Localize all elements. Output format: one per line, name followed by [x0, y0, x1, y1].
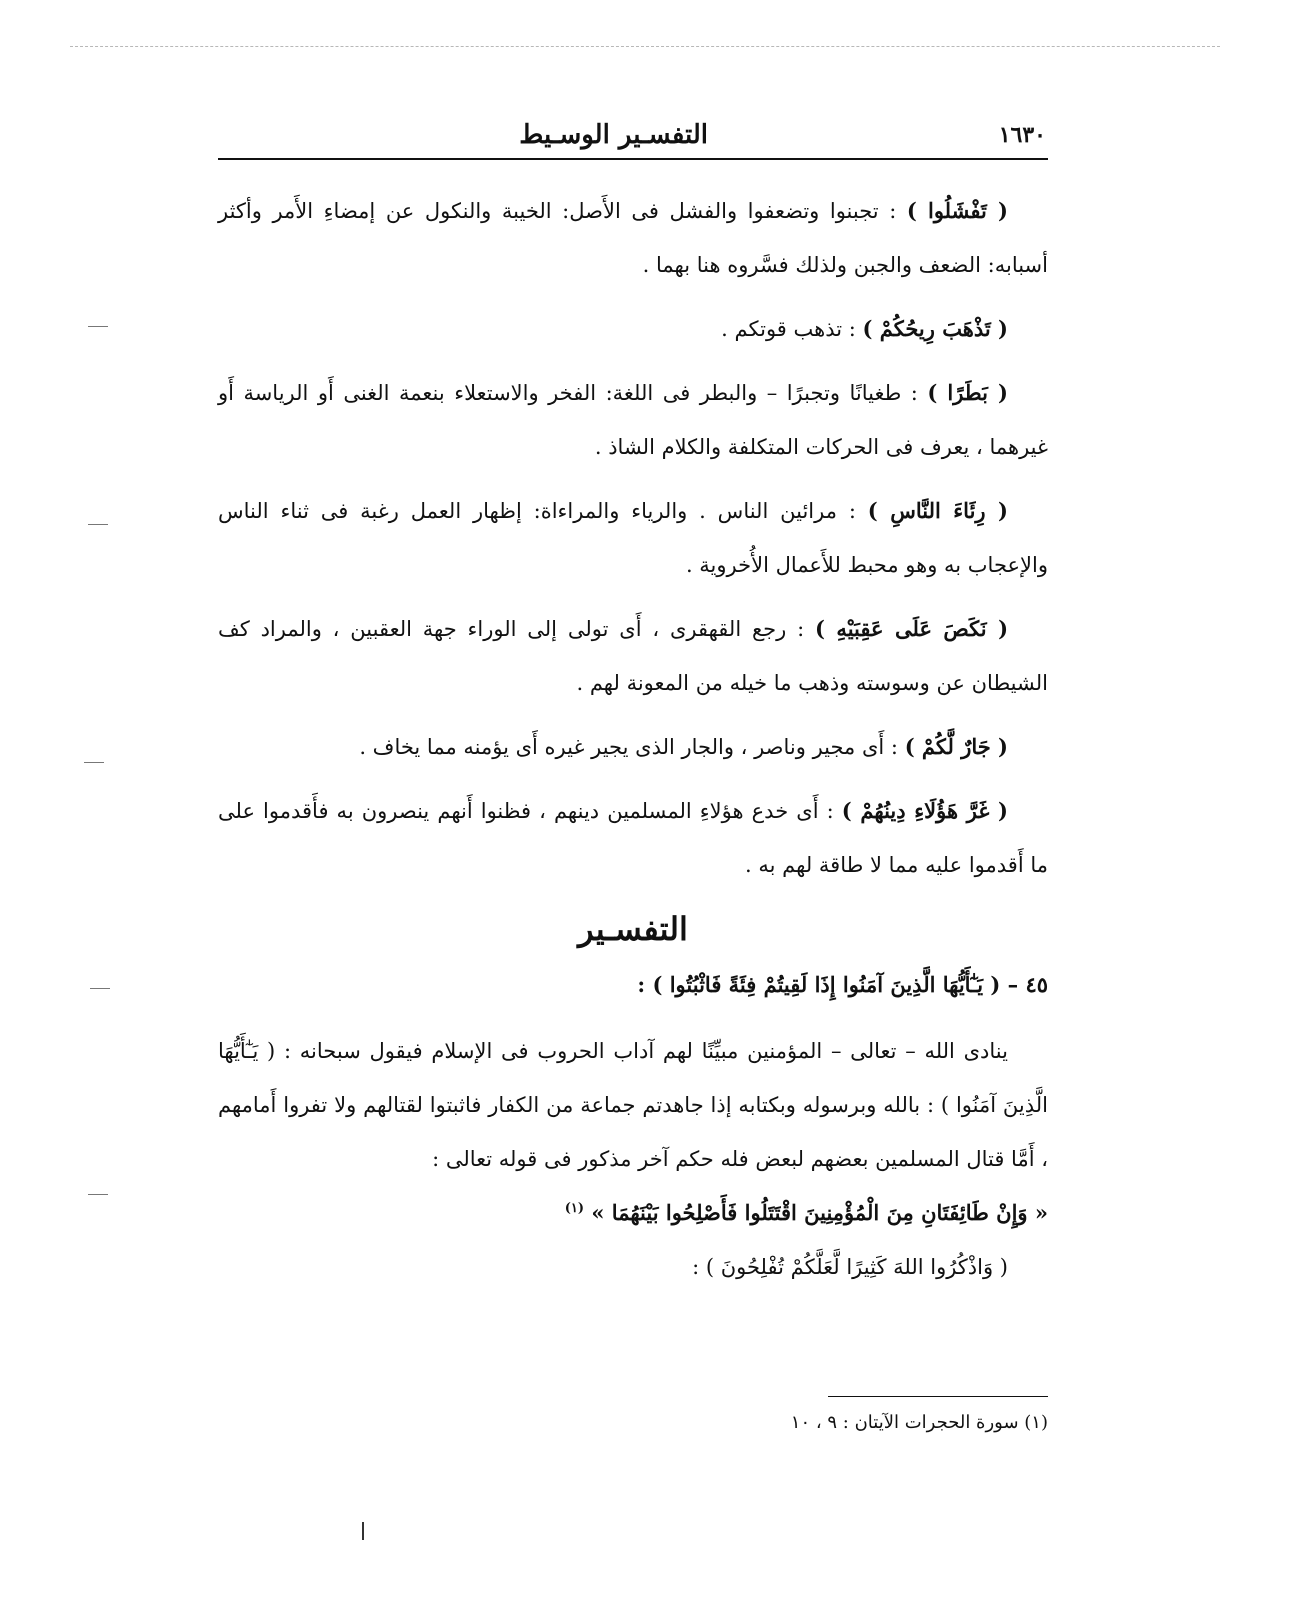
running-title: التفسـير الوسـيط: [519, 120, 708, 150]
footnote: (١) سورة الحجرات الآيتان : ٩ ، ١٠: [790, 1412, 1048, 1433]
gloss-entry: [218, 366, 1048, 474]
margin-mark: [88, 524, 108, 525]
scan-speck: [362, 1522, 364, 1540]
gloss-definition: : تجبنوا وتضعفوا والفشل فى الأَصل: الخيبة والنكول عن إمضاءِ الأَمر وأكثر أسبابه: الضعف والجبن ولذلك فسَّروه هنا بهما .: [218, 199, 1048, 277]
gloss-term: ( تَفْشَلُوا ): [906, 198, 1008, 223]
page-number: ١٦٣٠: [998, 122, 1046, 148]
verse-heading: [218, 958, 1048, 1012]
quran-quote: « وَإِنْ طَائِفَتَانِ مِنَ الْمُؤْمِنِينَ اقْتَتَلُوا فَأَصْلِحُوا بَيْنَهُمَا »: [591, 1200, 1048, 1225]
scan-edge-line: [70, 46, 1220, 47]
quran-quote-line: [218, 1186, 1048, 1240]
gloss-definition: : طغيانًا وتجبرًا – والبطر فى اللغة: الفخر والاستعلاء بنعمة الغنى أَو الرياسة أَو غيرهما ، يعرف فى الحركات المتكلفة والكلام الشاذ .: [218, 381, 1048, 459]
gloss-term: ( جَارٌ لَّكُمْ ): [904, 734, 1008, 759]
footnote-marker: (١): [564, 1201, 585, 1216]
gloss-entry: [218, 302, 1048, 356]
gloss-definition: : مرائين الناس . والرياء والمراءاة: إظهار العمل رغبة فى ثناء الناس والإعجاب به وهو محبط للأَعمال الأُخروية .: [218, 499, 1048, 577]
footnote-divider: [828, 1396, 1048, 1397]
commentary-paragraph: ينادى الله – تعالى – المؤمنين مبيِّنًا لهم آداب الحروب فى الإسلام فيقول سبحانه : ( يَـٰٓأَيُّهَا الَّذِينَ آمَنُوا ) : بالله وبرسوله وبكتابه إذا جاهدتم جماعة من الكفار فاثبتوا لقتالهم ولا تفروا أَمامهم ، أَمَّا قتال المسلمين بعضهم لبعض فله حكم آخر مذكور فى قوله تعالى :: [218, 1039, 1048, 1171]
page-header: [218, 118, 1048, 160]
gloss-term: ( نَكَصَ عَلَى عَقِبَيْهِ ): [815, 616, 1009, 641]
gloss-definition: : تذهب قوتكم .: [721, 317, 856, 341]
margin-mark: [88, 1194, 108, 1195]
gloss-term: ( غَرَّ هَؤُلَاءِ دِينُهُمْ ): [841, 798, 1008, 823]
margin-mark: [88, 326, 108, 327]
section-heading: التفسـير: [578, 910, 688, 948]
gloss-entry: [218, 784, 1048, 892]
gloss-definition: : رجع القهقرى ، أَى تولى إلى الوراء جهة العقبين ، والمراد كف الشيطان عن وسوسته وذهب ما خيله من المعونة لهم .: [218, 617, 1048, 695]
gloss-entry: [218, 602, 1048, 710]
verse-quote: ( يَـٰٓأَيُّهَا الَّذِينَ آمَنُوا إِذَا لَقِيتُمْ فِئَةً فَاثْبُتُوا ) :: [637, 972, 1001, 997]
gloss-term: ( بَطَرًا ): [927, 380, 1008, 405]
gloss-definition: : أَى خدع هؤلاءِ المسلمين دينهم ، فظنوا أَنهم ينصرون به فأَقدموا على ما أَقدموا عليه مما لا طاقة لهم به .: [218, 799, 1048, 877]
gloss-entry: [218, 720, 1048, 774]
gloss-entry: [218, 484, 1048, 592]
closing-verse: ( وَاذْكُرُوا اللهَ كَثِيرًا لَّعَلَّكُمْ تُفْلِحُونَ ) :: [692, 1255, 1008, 1279]
margin-mark: [90, 988, 110, 989]
gloss-term: ( رِئَاءَ النَّاسِ ): [867, 498, 1008, 523]
page-body: [218, 184, 1048, 1294]
gloss-term: ( تَذْهَبَ رِيحُكُمْ ): [862, 316, 1008, 341]
gloss-entry: [218, 184, 1048, 292]
gloss-definition: : أَى مجير وناصر ، والجار الذى يجير غيره أَى يؤمنه مما يخاف .: [359, 735, 898, 759]
margin-mark: [84, 762, 104, 763]
verse-number: ٤٥ –: [1007, 972, 1048, 997]
